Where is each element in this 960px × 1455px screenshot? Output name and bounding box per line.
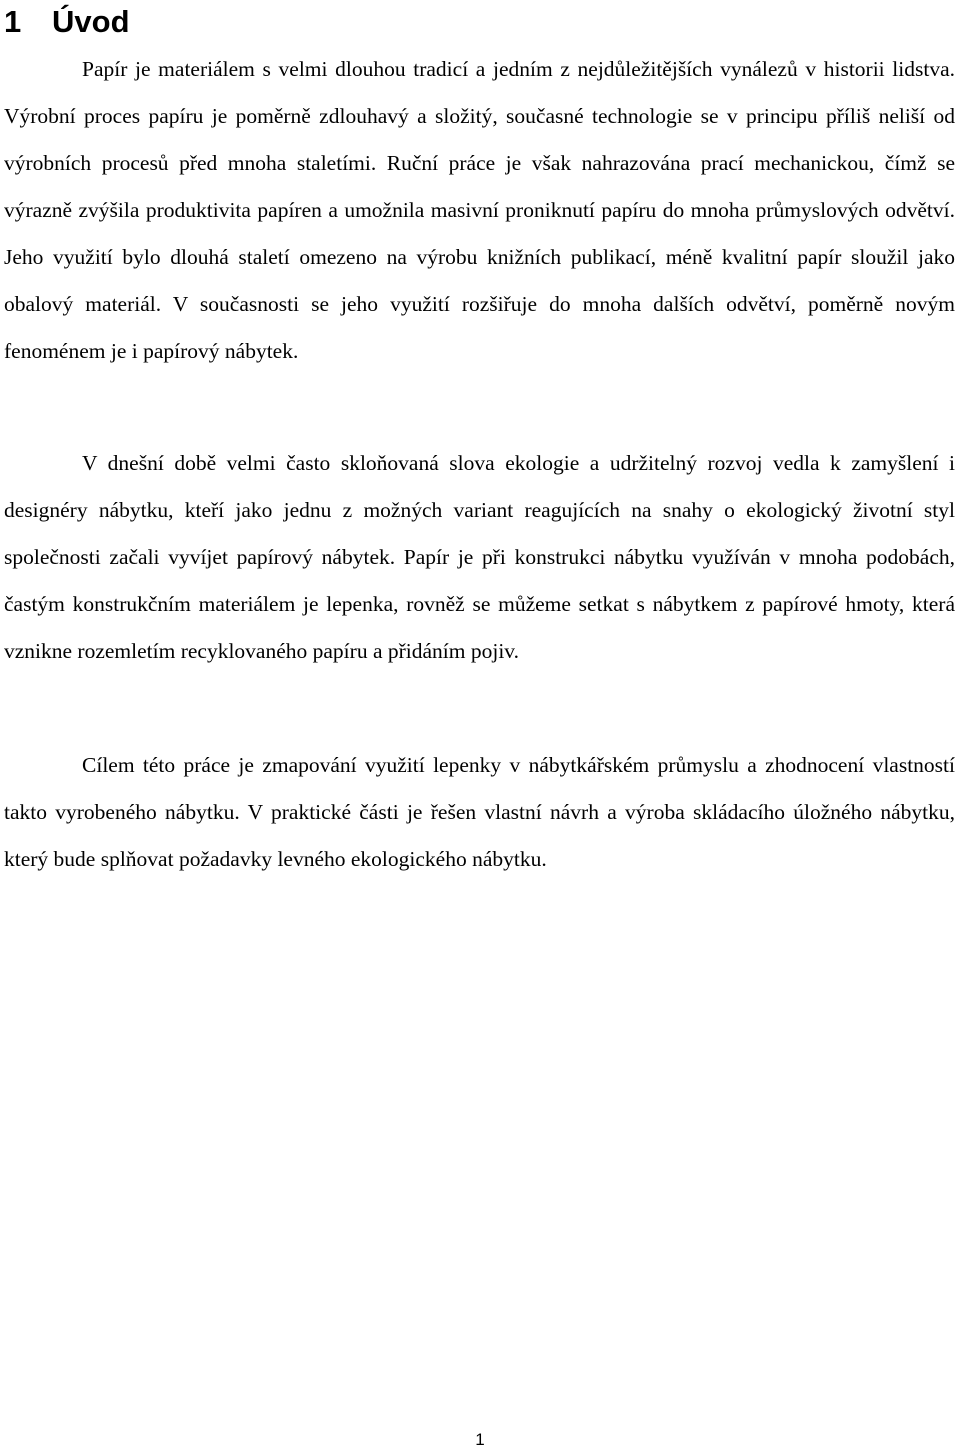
section-heading: [4, 0, 130, 44]
paragraph-ecology: V dnešní době velmi často skloňovaná slova ekologie a udržitelný rozvoj vedla k zamyšlení i designéry nábytku, kteří jako jednu z možných variant reagujících na snahy o ekologický životní styl společnosti začali vyvíjet papírový nábytek. Papír je při konstrukci nábytku využíván v mnoha podobách, častým konstrukčním materiálem je lepenka, rovněž se můžeme setkat s nábytkem z papírové hmoty, která vznikne rozemletím recyklovaného papíru a přidáním pojiv.: [4, 451, 955, 663]
page-number: 1: [475, 1430, 485, 1449]
section-number: 1: [4, 4, 22, 39]
paragraph-goal: Cílem této práce je zmapování využití lepenky v nábytkářském průmyslu a zhodnocení vlastností takto vyrobeného nábytku. V praktické části je řešen vlastní návrh a výroba skládacího úložného nábytku, který bude splňovat požadavky levného ekologického nábytku.: [4, 753, 955, 871]
section-title: Úvod: [52, 4, 130, 39]
paragraph-intro: Papír je materiálem s velmi dlouhou tradicí a jedním z nejdůležitějších vynálezů v historii lidstva. Výrobní proces papíru je poměrně zdlouhavý a složitý, současné technologie se v principu příliš neliší od výrobních procesů před mnoha staletími. Ruční práce je však nahrazována prací mechanickou, čímž se výrazně zvýšila produktivita papíren a umožnila masivní proniknutí papíru do mnoha průmyslových odvětví. Jeho využití bylo dlouhá staletí omezeno na výrobu knižních publikací, méně kvalitní papír sloužil jako obalový materiál. V současnosti se jeho využití rozšiřuje do mnoha dalších odvětví, poměrně novým fenoménem je i papírový nábytek.: [4, 57, 955, 363]
